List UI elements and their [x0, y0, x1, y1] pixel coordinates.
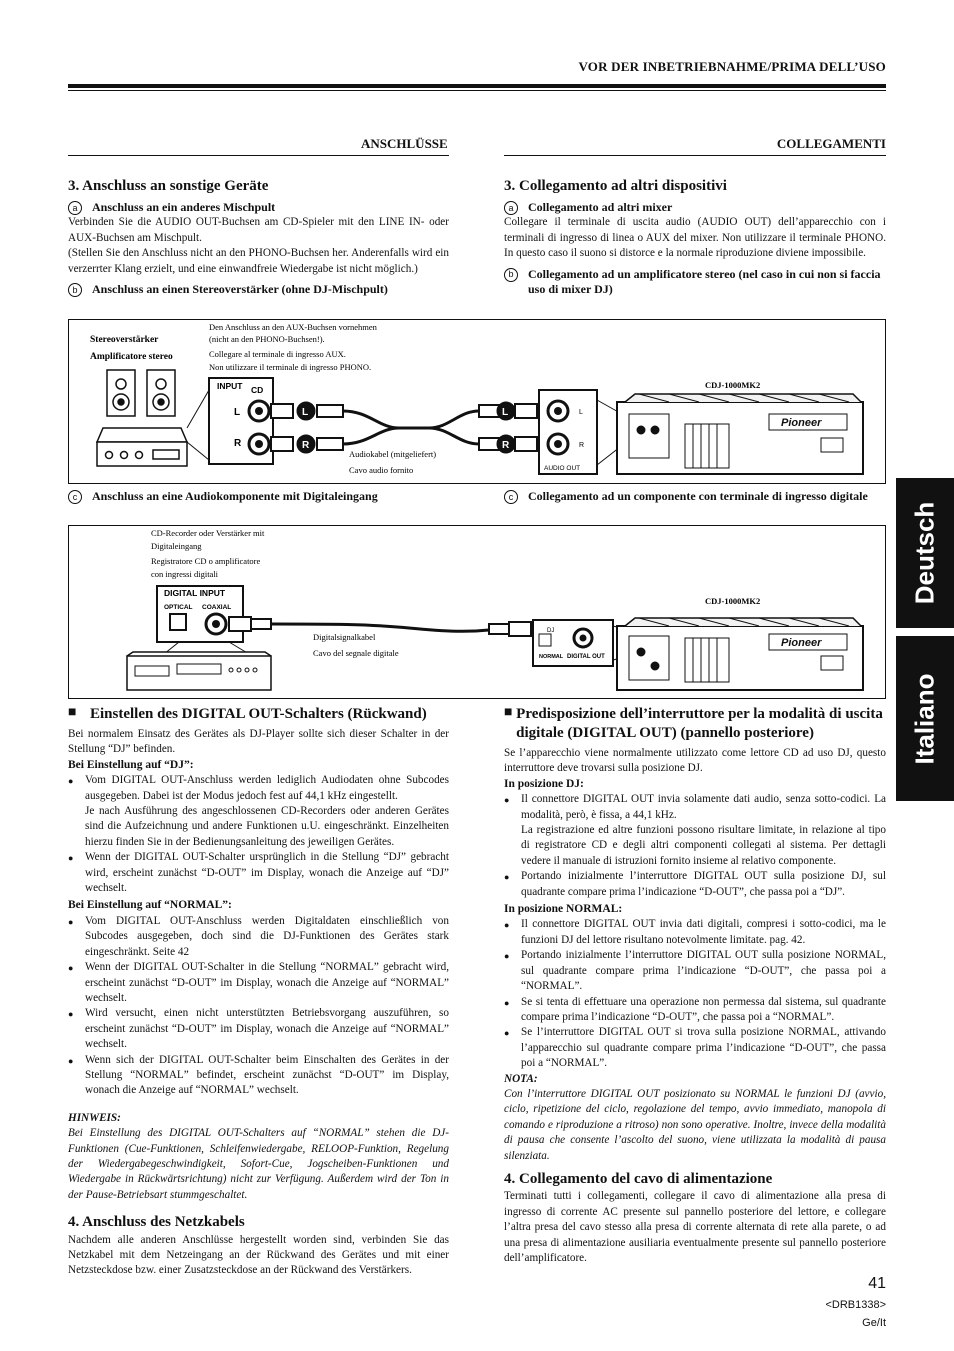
fig1-cable-de: Audiokabel (mitgeliefert) [349, 449, 437, 459]
tab-deutsch: Deutsch [896, 478, 954, 628]
de-digital-heading: ■ Einstellen des DIGITAL OUT-Schalters (Rückwand) [68, 705, 427, 722]
svg-text:Pioneer: Pioneer [781, 417, 822, 429]
fig2-note-4: con ingressi digitali [151, 569, 219, 579]
list-item: ● Wird versucht, einen nicht unterstützten Betriebsvorgang auszuführen, so erscheint zunächst “D-OUT” im Display, wonach die Anzeige auf “NORMAL” wechselt. [68, 1007, 449, 1051]
list-item: ● Wenn der DIGITAL OUT-Schalter ursprünglich in die Stellung “DJ” gebracht wird, erscheint zunächst “D-OUT” im Display, wonach die Anzeige auf “DJ” wechselt. [68, 851, 449, 895]
section-rule-it [504, 155, 886, 156]
list-item: La registrazione ed altre funzioni possono risultare limitate, in relazione al tipo di registratore CD e degli altri componenti collegati al sistema. Per dettagli vedere il manuale di istruzioni fornito insieme al relativo componente. [521, 824, 886, 867]
svg-text:DIGITAL INPUT: DIGITAL INPUT [164, 588, 226, 598]
fig1-note-3: Collegare al terminale di ingresso AUX. [209, 349, 346, 359]
svg-text:INPUT: INPUT [217, 381, 243, 391]
fig2-note-2: Digitaleingang [151, 541, 202, 551]
speaker-left-icon [107, 370, 135, 416]
it-lower [504, 705, 886, 1266]
fig1-cable-it: Cavo audio fornito [349, 465, 414, 475]
svg-text:NORMAL: NORMAL [539, 654, 564, 660]
fig2-note-1: CD-Recorder oder Verstärker mit [151, 528, 265, 538]
de-note-text: Bei Einstellung des DIGITAL OUT-Schalters auf “NORMAL” stehen die DJ-Funktionen (Cue-Funktionen, Schleifenwiedergabe, RELOOP-Funktion, Regelung der Wiedergabegeschwindigkeit, Sofort-Cue, Jogscheiben-Funktionen und Wiedergabe in Rückwärtsrichtung) nicht zur Verfügung. Außerdem wird der Ton in der Pause-Betriebsart stummgeschaltet. [68, 1127, 449, 1201]
it-sub-b: b Collegamento ad un amplificatore stereo (nel caso in cui non si faccia uso di mixer DJ) [504, 267, 886, 297]
de-sub-c: c Anschluss an eine Audiokomponente mit Digitaleingang [68, 489, 449, 504]
svg-text:COAXIAL: COAXIAL [202, 604, 232, 611]
it-a-text: Collegare il terminale di uscita audio (AUDIO OUT) dell’apparecchio con i terminali di ingresso di linea o AUX del mixer. Non utilizzare il terminale PHONO. In questo caso il suono si distorce e la normale riproduzione diviene impossibile. [504, 216, 886, 260]
figure-stereo-amp [68, 319, 886, 484]
section-rule-de [68, 155, 449, 156]
de-heading-3: 3. Anschluss an sonstige Geräte [68, 178, 269, 194]
de-lower [68, 705, 449, 1279]
list-item: ● Vom DIGITAL OUT-Anschluss werden Digitaldaten einschließlich von Subcodes ausgegeben, doch sind die DJ-Funktionen des Gerätes stark eingeschränkt. Seite 42 [68, 914, 449, 958]
it-heading-4: 4. Collegamento del cavo di alimentazione [504, 1170, 773, 1187]
it-sub-c-wrap [504, 487, 886, 504]
audio-out-panel-icon [539, 390, 629, 474]
it-dj-label: In posizione DJ: [504, 777, 584, 790]
figure-digital-component [68, 525, 886, 699]
list-item: Je nach Ausführung des angeschlossenen CD-Recorders oder anderen Gerätes sind die Aufzeichnung und andere Funktionen u.U. eingeschränkt. Einzelheiten hierzu finden Sie in der Bedienungsanleitung des jeweiligen Gerätes. [85, 805, 449, 848]
svg-text:DIGITAL OUT: DIGITAL OUT [567, 654, 605, 660]
list-item: ● Vom DIGITAL OUT-Anschluss werden lediglich Audiodaten ohne Subcodes ausgegeben. Dabei ist der Modus jedoch fest auf 44,1 kHz eingestellt. [68, 774, 449, 802]
amp-label-de: Stereoverstärker [90, 335, 159, 345]
connection-diagram-1 [69, 320, 885, 483]
de-sub-c-wrap [68, 487, 449, 504]
cd-recorder-icon [127, 652, 271, 690]
it-heading-3: 3. Collegamento ad altri dispositivi [504, 178, 727, 194]
speaker-right-icon [147, 370, 175, 416]
circle-c-icon: c [68, 490, 82, 504]
svg-text:L: L [234, 407, 241, 418]
header-rule [68, 84, 886, 88]
it-note-text: Con l’interruttore DIGITAL OUT posizionato su NORMAL le funzioni DJ (avvio, ciclo, ripetizione del ciclo, regolazione del tempo, avvio immediato, manopola di comando e riproduzione a ritroso) non sono operative. Inoltre, invece della modalità di pausa che consente l’ascolto del suono, viene utilizzata la modalità di pausa silenziata. [504, 1087, 886, 1162]
svg-text:L: L [302, 407, 309, 418]
section-title-it: COLLEGAMENTI [776, 136, 886, 151]
fig2-cable-de: Digitalsignalkabel [313, 632, 376, 642]
digital-out-panel-icon [533, 620, 629, 666]
it-digital-heading: ■ Predisposizione dell’interruttore per la modalità di uscita digitale (DIGITAL OUT) (pannello posteriore) [504, 705, 883, 741]
svg-text:DJ: DJ [547, 628, 555, 634]
svg-text:R: R [502, 440, 510, 451]
audio-cable-icon [271, 402, 537, 453]
fig1-model: CDJ-1000MK2 [705, 380, 761, 390]
svg-text:R: R [234, 438, 242, 449]
svg-text:L: L [579, 409, 583, 416]
header-rule-thin [68, 90, 886, 91]
de-h4-text: Nachdem alle anderen Anschlüsse hergestellt worden sind, verbinden Sie das Netzkabel mit dem Netzeingang an der Rückwand des Gerätes und mit einer Netzsteckdose bzw. einer Zusatzsteckdose an der Rückwand des Verstärkers. [68, 1233, 449, 1277]
de-sub-b: b Anschluss an einen Stereoverstärker (ohne DJ-Mischpult) [68, 282, 449, 297]
svg-text:L: L [502, 407, 509, 418]
digital-input-panel-icon [157, 586, 243, 642]
fig1-note-1: Den Anschluss an den AUX-Buchsen vornehmen [209, 322, 377, 332]
section-title-de: ANSCHLÜSSE [361, 136, 448, 151]
list-item: ● Se si tenta di effettuare una operazione non permessa dal sistema, sul quadrante compare prima l’indicazione “D-OUT”, che passa poi a “NORMAL”. [504, 995, 886, 1023]
square-bullet-icon: ■ [504, 705, 513, 720]
fig2-cable-it: Cavo del segnale digitale [313, 648, 399, 658]
document-code: <DRB1338> [825, 1299, 886, 1311]
fig2-model: CDJ-1000MK2 [705, 596, 761, 606]
circle-a-icon: a [68, 201, 82, 215]
circle-b-icon: b [68, 283, 82, 297]
list-item: ● Portando inizialmente l’interruttore DIGITAL OUT sulla posizione NORMAL, sul quadrante compare prima l’indicazione “D-OUT”, che passa poi a “NORMAL”. [504, 949, 886, 993]
list-item: ● Wenn der DIGITAL OUT-Schalter in die Stellung “NORMAL” gebracht wird, erscheint zunächst “D-OUT” im Display, wonach die Anzeige auf “NORMAL” wechselt. [68, 961, 449, 1004]
it-sub-a: a Collegamento ad altri mixer [504, 200, 886, 215]
cdj-player-icon [617, 394, 863, 474]
tab-italiano: Italiano [896, 636, 954, 801]
list-item: ● Wenn sich der DIGITAL OUT-Schalter beim Einschalten des Gerätes in der Stellung “NORMAL” befindet, erscheint zunächst “D-OUT” im Display, wonach die Anzeige auf “NORMAL” wechselt. [68, 1053, 449, 1097]
svg-text:R: R [302, 440, 310, 451]
svg-text:R: R [579, 442, 585, 449]
fig2-note-3: Registratore CD o amplificatore [151, 556, 261, 566]
cdj-player-icon-2 [617, 618, 863, 690]
list-item: ● Il connettore DIGITAL OUT invia solamente dati audio, senza sotto-codici. La modalità, però, è fissa, a 44,1 kHz. [504, 793, 886, 821]
svg-text:CD: CD [251, 385, 264, 395]
de-sub-a: a Anschluss an ein anderes Mischpult [68, 200, 449, 215]
de-note-title: HINWEIS: [68, 1111, 121, 1124]
fig1-note-2: (nicht an den PHONO-Buchsen!). [209, 334, 325, 344]
it-sub-c: c Collegamento ad un componente con terminale di ingresso digitale [504, 489, 886, 504]
de-upper [68, 179, 449, 297]
it-h4-text: Terminati tutti i collegamenti, collegare il cavo di alimentazione alla presa di ingresso di corrente AC presente sul pannello posteriore del lettore, e collegare l’altra presa del cavo stesso alla presa di corrente alternata di rete alla parete, o ad una presa di alimentazione ausiliaria eventualmente presente sul pannello posteriore dell’amplificatore. [504, 1190, 886, 1264]
it-upper [504, 179, 886, 297]
svg-text:AUDIO OUT: AUDIO OUT [544, 465, 581, 472]
de-a-text2: (Stellen Sie den Anschluss nicht an den PHONO-Buchsen her. Anderenfalls wird ein verzerrter Klang erzielt, und eine einwandfreie Wiedergabe ist nicht möglich.) [68, 247, 449, 275]
running-header: VOR DER INBETRIEBNAHME/PRIMA DELL’USO [578, 59, 886, 74]
de-digital-intro: Bei normalem Einsatz des Gerätes als DJ-Player sollte sich dieser Schalter in der Stellung “DJ” befinden. [68, 728, 449, 756]
de-a-text: Verbinden Sie die AUDIO OUT-Buchsen am CD-Spieler mit den LINE IN- oder AUX-Buchsen am Mischpult. [68, 216, 449, 244]
list-item: ● Il connettore DIGITAL OUT invia dati digitali, compresi i sotto-codici, ma le funzioni DJ del lettore risultano notevolmente limitate. pag. 42. [504, 918, 886, 946]
svg-text:Pioneer: Pioneer [781, 637, 822, 649]
amp-label-it: Amplificatore stereo [90, 352, 173, 362]
de-normal-label: Bei Einstellung auf “NORMAL”: [68, 899, 232, 912]
digital-cable-icon [229, 617, 531, 636]
fig1-note-4: Non utilizzare il terminale di ingresso PHONO. [209, 362, 372, 372]
circle-b-icon: b [504, 268, 518, 282]
de-dj-label: Bei Einstellung auf “DJ”: [68, 758, 194, 771]
svg-text:OPTICAL: OPTICAL [164, 604, 193, 611]
it-note-title: NOTA: [504, 1072, 538, 1085]
de-heading-4: 4. Anschluss des Netzkabels [68, 1214, 245, 1231]
it-normal-label: In posizione NORMAL: [504, 903, 623, 916]
input-panel-icon [187, 378, 273, 464]
circle-c-icon: c [504, 490, 518, 504]
connection-diagram-2 [69, 526, 885, 698]
list-item: ● Se l’interruttore DIGITAL OUT si trova sulla posizione NORMAL, attivando l’apparecchio sul quadrante compare prima l’indicazione “D-OUT”, che passa poi a “NORMAL”. [504, 1026, 886, 1070]
page-number: 41 [868, 1275, 886, 1292]
amplifier-icon [97, 428, 187, 466]
list-item: ● Portando inizialmente l’interruttore DIGITAL OUT sulla posizione DJ, sul quadrante compare prima l’indicazione “D-OUT”, che passa poi a “DJ”. [504, 870, 886, 898]
it-digital-intro: Se l’apparecchio viene normalmente utilizzato come lettore CD ad uso DJ, questo interruttore deve trovarsi sulla posizione DJ. [504, 747, 886, 775]
language-code: Ge/It [862, 1317, 886, 1329]
square-bullet-icon: ■ [68, 705, 77, 720]
circle-a-icon: a [504, 201, 518, 215]
